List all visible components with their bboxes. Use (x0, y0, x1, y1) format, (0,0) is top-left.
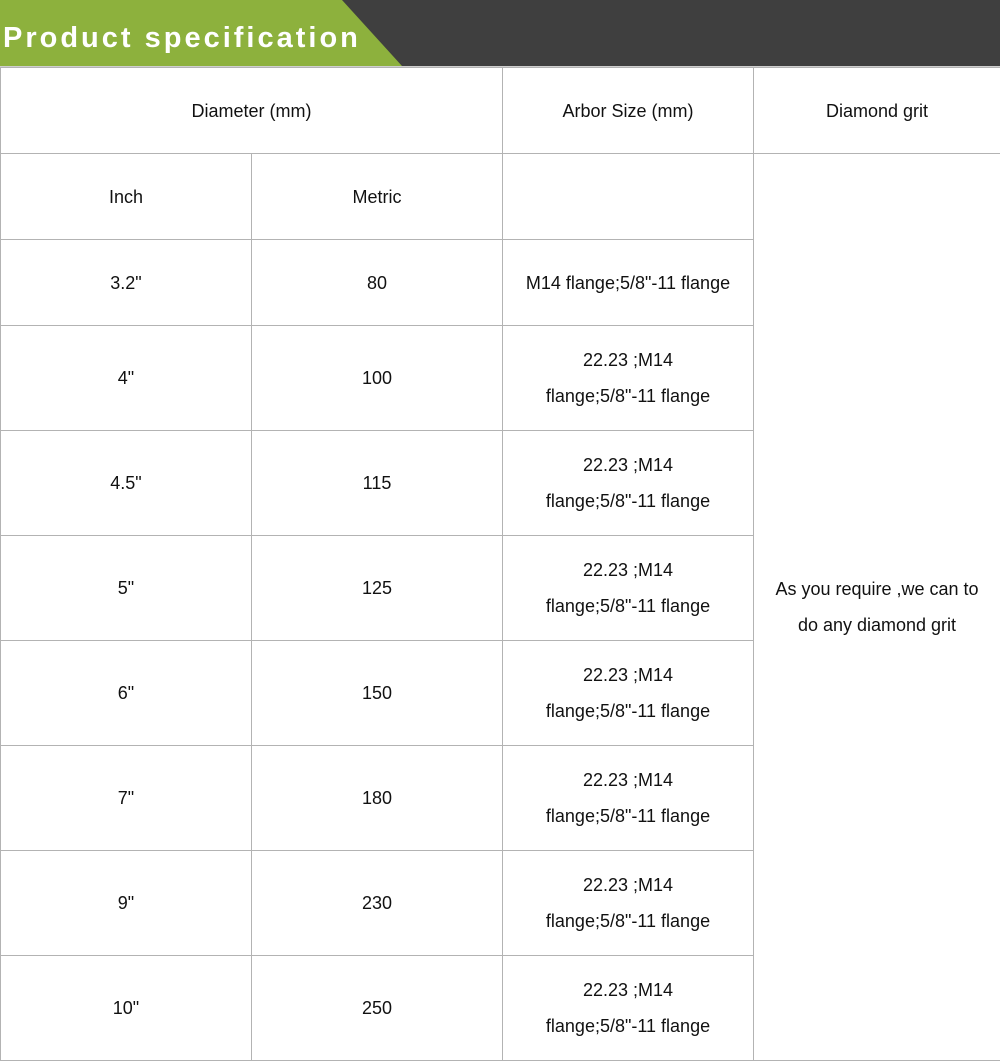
cell-arbor (503, 641, 754, 746)
cell-inch: 7" (1, 746, 252, 851)
col-header-grit: Diamond grit (754, 68, 1000, 154)
cell-metric: 80 (252, 240, 503, 326)
subheader-metric: Metric (252, 154, 503, 240)
cell-inch: 4" (1, 326, 252, 431)
arbor-line: 22.23 ;M14 (582, 455, 674, 475)
arbor-line: flange;5/8"-11 flange (545, 911, 711, 931)
cell-inch: 4.5" (1, 431, 252, 536)
arbor-line: flange;5/8"-11 flange (545, 386, 711, 406)
page-title: Product specification (3, 22, 361, 54)
grit-note (754, 154, 1000, 1061)
cell-arbor (503, 536, 754, 641)
arbor-line: 22.23 ;M14 (582, 665, 674, 685)
cell-metric: 150 (252, 641, 503, 746)
cell-arbor (503, 431, 754, 536)
cell-metric: 250 (252, 956, 503, 1061)
subheader-arbor-empty (503, 154, 754, 240)
cell-arbor (503, 956, 754, 1061)
cell-arbor (503, 746, 754, 851)
arbor-line: M14 flange;5/8"-11 flange (525, 272, 731, 293)
subheader-inch: Inch (1, 154, 252, 240)
arbor-line: flange;5/8"-11 flange (545, 701, 711, 721)
cell-inch: 5" (1, 536, 252, 641)
subheader-row (1, 154, 1000, 240)
arbor-line: flange;5/8"-11 flange (545, 1016, 711, 1036)
cell-arbor (503, 851, 754, 956)
arbor-line: flange;5/8"-11 flange (545, 806, 711, 826)
grit-note-line: do any diamond grit (797, 615, 957, 635)
cell-metric: 230 (252, 851, 503, 956)
col-header-diameter: Diameter (mm) (1, 68, 503, 154)
spec-table (0, 67, 1000, 1061)
cell-inch: 9" (1, 851, 252, 956)
cell-metric: 115 (252, 431, 503, 536)
arbor-line: flange;5/8"-11 flange (545, 491, 711, 511)
cell-inch: 6" (1, 641, 252, 746)
header-banner (0, 0, 1000, 66)
col-header-arbor: Arbor Size (mm) (503, 68, 754, 154)
cell-arbor (503, 240, 754, 326)
cell-metric: 125 (252, 536, 503, 641)
header-row (1, 68, 1000, 154)
cell-inch: 10" (1, 956, 252, 1061)
arbor-line: 22.23 ;M14 (582, 770, 674, 790)
cell-metric: 100 (252, 326, 503, 431)
arbor-line: 22.23 ;M14 (582, 980, 674, 1000)
arbor-line: flange;5/8"-11 flange (545, 596, 711, 616)
arbor-line: 22.23 ;M14 (582, 350, 674, 370)
grit-note-line: As you require ,we can to (775, 579, 979, 599)
cell-metric: 180 (252, 746, 503, 851)
arbor-line: 22.23 ;M14 (582, 875, 674, 895)
arbor-line: 22.23 ;M14 (582, 560, 674, 580)
cell-arbor (503, 326, 754, 431)
cell-inch: 3.2" (1, 240, 252, 326)
